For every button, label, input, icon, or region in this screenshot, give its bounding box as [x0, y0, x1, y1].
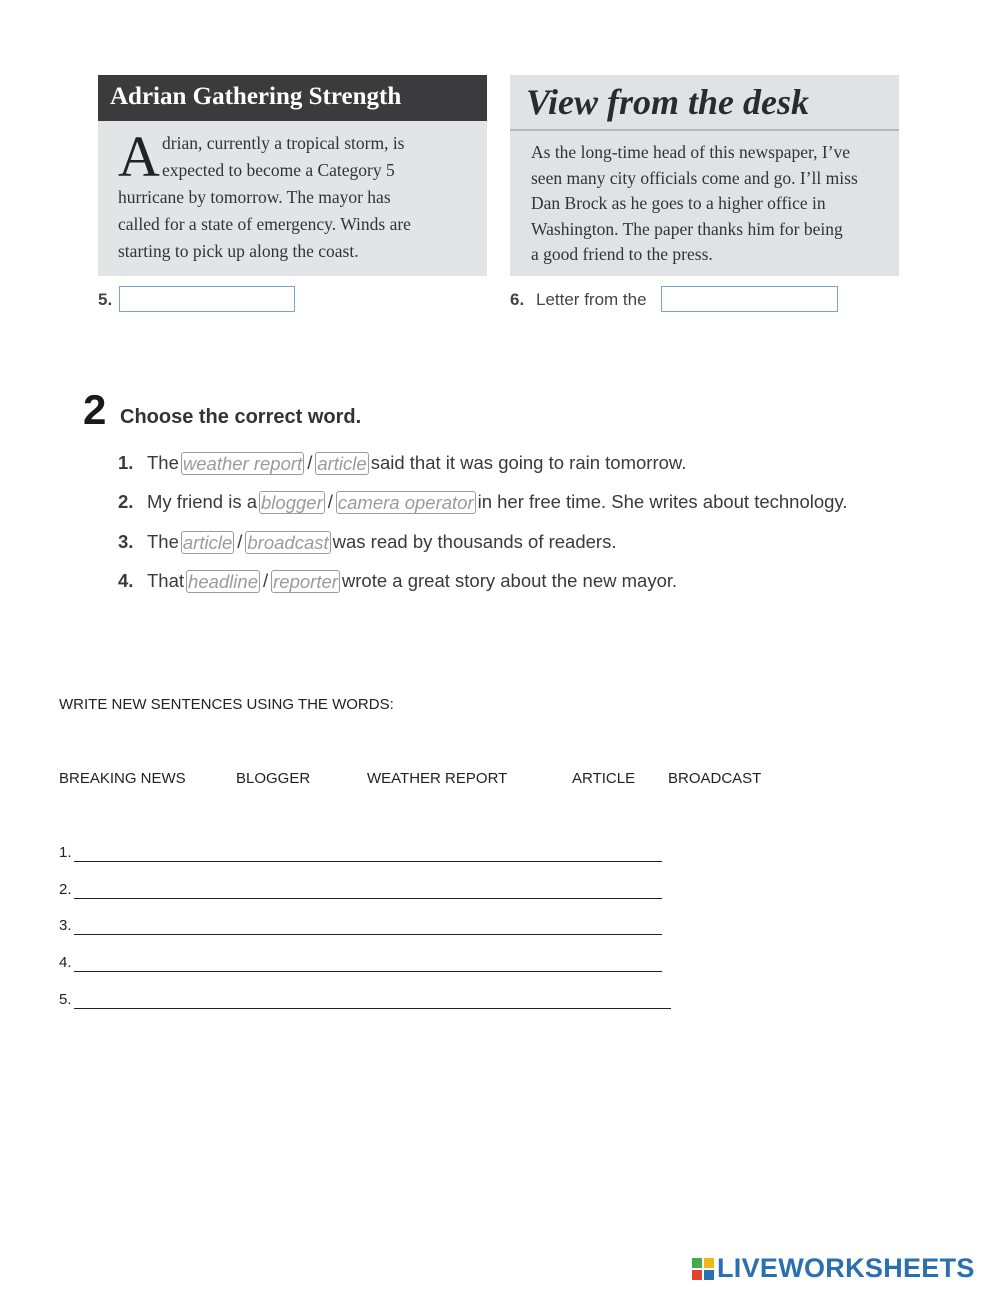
choice-after-text: was read by thousands of readers.: [332, 531, 617, 552]
choice-number: 2.: [118, 491, 134, 512]
choice-number: 1.: [118, 452, 134, 473]
sentence-line[interactable]: [74, 884, 662, 899]
word-blogger: BLOGGER: [236, 770, 311, 787]
question-6-number: 6.: [510, 290, 525, 309]
article-left-header: [98, 75, 487, 121]
option-weather-report[interactable]: weather report: [182, 452, 303, 474]
article-card-right: [510, 75, 899, 276]
article-left-line: hurricane by tomorrow. The mayor has: [118, 187, 391, 207]
choice-number: 3.: [118, 531, 134, 552]
choice-row: [118, 530, 616, 554]
liveworksheets-logo-icon: [692, 1258, 714, 1280]
word-breaking-news: BREAKING NEWS: [59, 770, 186, 787]
sentence-line[interactable]: [74, 847, 662, 862]
article-left-drop-cap: A: [118, 124, 160, 189]
sentence-number: 2.: [59, 881, 72, 898]
option-broadcast[interactable]: broadcast: [247, 531, 329, 553]
choice-before-text: My friend is a: [147, 491, 258, 512]
sentence-number: 5.: [59, 991, 72, 1008]
choice-after-text: wrote a great story about the new mayor.: [341, 570, 678, 591]
choice-after-text: said that it was going to rain tomorrow.: [370, 452, 687, 473]
option-reporter[interactable]: reporter: [273, 570, 338, 592]
choice-before-text: That: [147, 570, 185, 591]
question-6-answer-input[interactable]: [661, 286, 838, 312]
option-article[interactable]: article: [317, 452, 367, 474]
section-number: 2: [83, 386, 107, 433]
article-left-title: Adrian Gathering Strength: [110, 83, 402, 110]
sentence-number: 3.: [59, 917, 72, 934]
option-separator: /: [262, 570, 269, 591]
article-right-title: View from the desk: [526, 82, 810, 122]
article-left-line: starting to pick up along the coast.: [118, 241, 359, 261]
article-left-line: called for a state of emergency. Winds are: [118, 214, 411, 234]
choice-number: 4.: [118, 570, 134, 591]
choice-before-text: The: [147, 531, 179, 552]
article-right-line: a good friend to the press.: [531, 244, 713, 264]
option-camera-operator[interactable]: camera operator: [337, 491, 474, 513]
question-5-number: 5.: [98, 290, 113, 309]
sentence-line[interactable]: [74, 957, 662, 972]
question-6-prefix: Letter from the: [536, 290, 647, 309]
article-right-header: [510, 75, 899, 131]
choice-row: [118, 451, 686, 475]
article-right-line: Dan Brock as he goes to a higher office in: [531, 193, 826, 213]
option-headline[interactable]: headline: [188, 570, 258, 592]
question-5-answer-input[interactable]: [119, 286, 295, 312]
choice-before-text: The: [147, 452, 179, 473]
section-title: Choose the correct word.: [120, 406, 362, 428]
sentence-number: 1.: [59, 844, 72, 861]
word-weather-report: WEATHER REPORT: [367, 770, 508, 787]
choice-row: [118, 569, 677, 593]
option-blogger[interactable]: blogger: [261, 491, 323, 513]
option-separator: /: [327, 491, 333, 512]
choice-row: [118, 490, 847, 514]
article-left-line: expected to become a Category 5: [162, 160, 395, 180]
word-broadcast: BROADCAST: [668, 770, 762, 787]
article-right-line: Washington. The paper thanks him for being: [531, 219, 843, 239]
sentence-line[interactable]: [74, 920, 662, 935]
choice-after-text: in her free time. She writes about technology.: [477, 491, 848, 512]
article-right-line: seen many city officials come and go. I’ll miss: [531, 168, 858, 188]
article-left-line: drian, currently a tropical storm, is: [162, 133, 405, 153]
option-separator: /: [237, 531, 243, 552]
liveworksheets-logo-text: LIVEWORKSHEETS: [717, 1253, 975, 1283]
word-article: ARTICLE: [572, 770, 636, 787]
option-separator: /: [307, 452, 313, 473]
option-article[interactable]: article: [182, 531, 233, 553]
article-card-left: [98, 75, 487, 276]
sentence-number: 4.: [59, 954, 72, 971]
article-right-line: As the long-time head of this newspaper, I’ve: [531, 142, 851, 162]
sentence-line[interactable]: [74, 994, 671, 1009]
writing-instruction: WRITE NEW SENTENCES USING THE WORDS:: [59, 696, 394, 713]
